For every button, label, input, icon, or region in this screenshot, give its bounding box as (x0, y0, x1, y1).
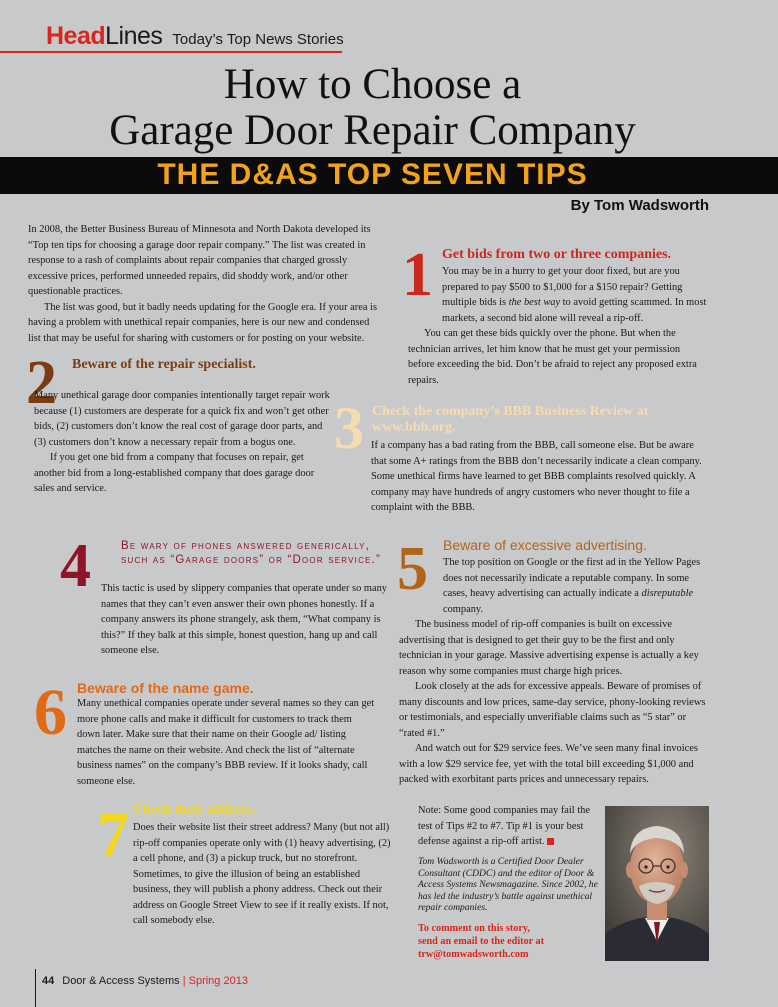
tip-7-paragraph-1: Does their website list their street address? Many (but not all) rip-off companies operate only with (1) heavy advertising, (2) a cell phone, and (3) a pickup truck, but no storefront. Sometimes, to give the illusion of being an established business, they will publish a phony address. Check out their address on Google Street View to see if it really exists. If not, call somebody else. (133, 822, 391, 926)
article-subtitle: THE D&AS TOP SEVEN TIPS (157, 158, 588, 191)
tip-3-body (333, 438, 711, 516)
tip-3-number: 3 (334, 395, 364, 461)
magazine-name: Door & Access Systems (62, 975, 180, 987)
tip-7-body (98, 820, 394, 929)
tip-3-paragraph-1: If a company has a bad rating from the BBB, call someone else. But be aware that some A+ ratings from the BBB don’t necessarily indicate a clean company. Some unethical firms have learned to get BBB complaints resolved quickly. A company may have hundreds of angry customers who never thought to file a complaint with the BBB. (371, 440, 702, 513)
section-subtitle: Today’s Top News Stories (172, 31, 344, 48)
comment-line-1: To comment on this story, (418, 923, 530, 934)
tip-5-paragraph-3: Look closely at the ads for excessive appeals. Beware of promises of many discounts and low prices, same-day service, phony-looking reviews or testimonials, and especially unverifiable claims such as “5 star” or “rated #1.” (399, 681, 706, 739)
tip-6-heading: Beware of the name game. (77, 680, 254, 696)
end-mark-icon (547, 838, 554, 845)
tip-1-body (408, 264, 708, 388)
tip-5-paragraph-2: The business model of rip-off companies is built on excessive advertising that is designed to get their guy to be the first and only technician in your garage. Massive advertising expense is actually a key reason why some companies must charge high prices. (399, 619, 699, 677)
tip-2-paragraph-1: Many unethical garage door companies intentionally target repair work because (1) customers are desperate for a quick fix and won’t get other bids, (2) customers don’t know the real cost of garage door parts, and (3) customers don’t know a necessary repair from a bogus one. (34, 390, 330, 448)
tip-2-paragraph-2: If you get one bid from a company that focuses on repair, get another bid from a long-established company that does garage door sales and service. (34, 452, 315, 494)
title-line-2: Garage Door Repair Company (109, 107, 636, 154)
tip-5-paragraph-4: And watch out for $29 service fees. We’ve seen many final invoices with a low $29 service fee, yet with the total bill exceeding $1,000 and packed with exorbitant parts prices and unnecessary repairs. (399, 743, 698, 785)
header-rule (0, 51, 342, 53)
tip-5-heading: Beware of excessive advertising. (443, 537, 647, 553)
tip-2-number: 2 (26, 349, 57, 417)
article-title (0, 62, 745, 154)
tip-4-heading: Be wary of phones answered generically, such as “Garage doors” or “Door service.” (121, 540, 382, 566)
tip-2-heading: Beware of the repair specialist. (72, 357, 256, 372)
page-footer (42, 975, 248, 987)
issue-date: Spring 2013 (188, 975, 248, 987)
tip-1-heading: Get bids from two or three companies. (442, 247, 672, 262)
section-header (46, 22, 344, 51)
tip-5-number: 5 (397, 535, 428, 603)
tip-1-paragraph-1: You may be in a hurry to get your door fixed, but are you prepared to pay $500 to $1,000 for a $150 repair? Getting multiple bids is the best way to avoid getting scammed. In most markets, a second bid alone will reveal a rip-off. (442, 266, 707, 324)
tip-6-number: 6 (34, 676, 67, 749)
tip-6-paragraph-1: Many unethical companies operate under several names so they can get more phone calls and make it difficult for customers to track them down later. Make sure that their name on their Google ad/ listing matches the name on their website. And check the list of “alternate business names” on the company’s BBB review. If it looks shady, call someone else. (77, 698, 375, 787)
byline: By Tom Wadsworth (570, 197, 709, 214)
author-portrait-image (605, 806, 709, 961)
tip-4-body (69, 581, 389, 659)
comment-invite (418, 922, 600, 961)
section-brand-black: Lines (105, 22, 163, 50)
footer-rule (35, 969, 36, 1007)
editor-note: Note: Some good companies may fail the test of Tips #2 to #7. Tip #1 is your best defense against a rip-off artist. (418, 805, 590, 847)
tip-4-paragraph-1: This tactic is used by slippery companies that operate under so many names that they can’t even answer their own phones honestly. If a company answers its phone strangely, ask them, “What company is this?” If they balk at this simple, honest question, hang up and call someone else. (101, 583, 387, 656)
intro-paragraph-2: The list was good, but it badly needs updating for the Google era. If your area is having a problem with unethical repair companies, here is our new and condensed list that may be useful for sharing with customers or for posting on your website. (28, 301, 377, 344)
author-bio: Tom Wadsworth is a Certified Door Dealer Consultant (CDDC) and the editor of Door & Access Systems Newsmagazine. Since 2002, he has led the industry’s battle against unethical repair companies. (418, 856, 598, 913)
tip-7-number: 7 (97, 799, 129, 870)
comment-email-link[interactable]: trw@tomwadsworth.com (418, 949, 529, 960)
tip-6-body (40, 696, 376, 789)
tip-1-paragraph-2: You can get these bids quickly over the phone. But when the technician arrives, let him know that he must get your permission before exceeding the bid. Don’t be afraid to reject any proposed extra repairs. (408, 328, 697, 386)
tip-5-paragraph-1: The top position on Google or the first ad in the Yellow Pages does not necessarily indicate a reputable company. In some cases, heavy advertising can actually indicate a disreputable company. (443, 557, 701, 615)
section-brand-red: Head (46, 22, 106, 50)
tip-7-heading: Check their address. (133, 802, 256, 817)
tip-5-body (399, 555, 711, 788)
intro-text (28, 222, 380, 346)
title-line-1: How to Choose a (223, 61, 522, 108)
intro-paragraph-1: In 2008, the Better Business Bureau of Minnesota and North Dakota developed its “Top ten tips for choosing a garage door repair company.” The list was created in response to a rash of complaints about repair companies that charged grossly excessive prices, performed unneeded repairs, did shoddy work, and/or other questionable practices. (28, 224, 371, 297)
footer-separator: | (182, 975, 186, 987)
tip-3-heading: Check the company’s BBB Business Review at www.bbb.org. (372, 404, 649, 435)
tip-1-number: 1 (402, 241, 433, 309)
page-number: 44 (42, 975, 55, 987)
author-photo (605, 806, 709, 961)
tip-4-number: 4 (60, 532, 91, 600)
comment-line-2: send an email to the editor at (418, 936, 545, 947)
tip-2-body (34, 388, 334, 497)
